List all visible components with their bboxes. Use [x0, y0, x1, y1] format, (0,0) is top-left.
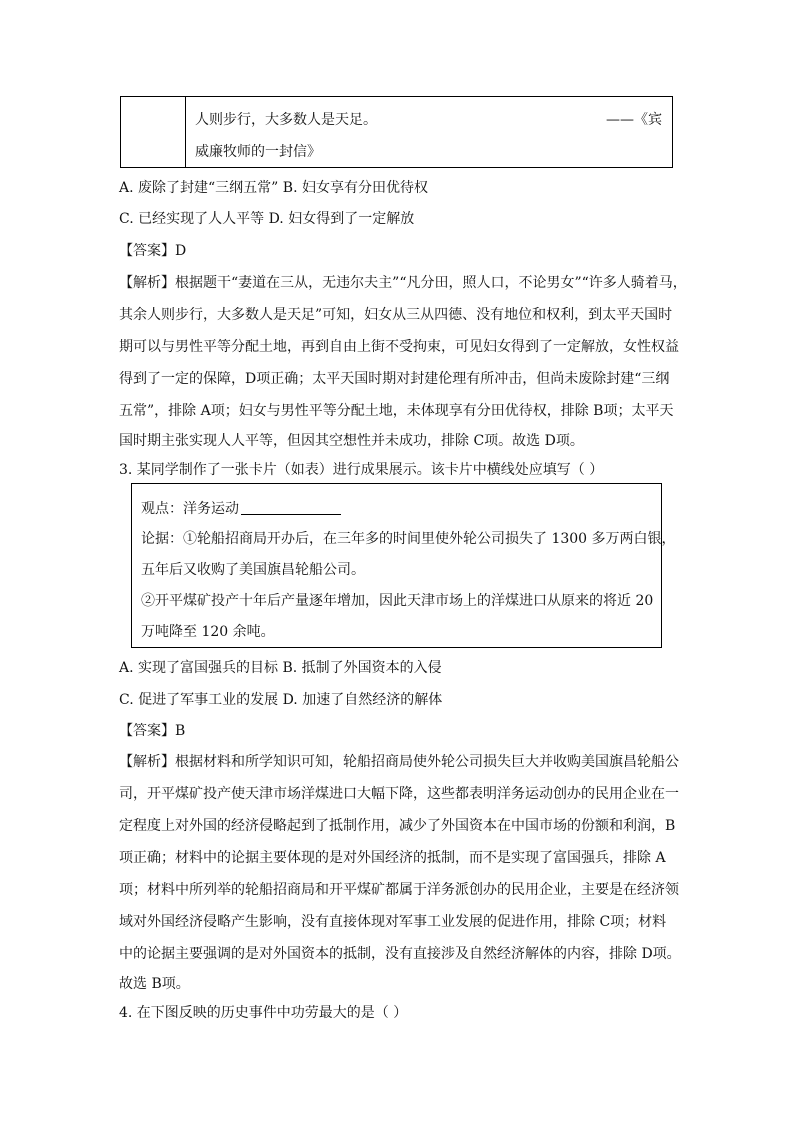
table-row1-source: ——《宾	[606, 112, 662, 128]
q2-options-cd: C. 已经实现了人人平等 D. 妇女得到了一定解放	[119, 211, 415, 227]
card-evidence1b: 五年后又收购了美国旗昌轮船公司。	[141, 562, 365, 578]
q2-analysis-line: 得到了一定的保障，D项正确；太平天国时期对封建伦理有所冲击，但尚未废除封建“三纲	[119, 371, 670, 387]
card-viewpoint-row	[141, 498, 341, 518]
source-table	[120, 96, 673, 168]
q3-stem: 3. 某同学制作了一张卡片（如表）进行成果展示。该卡片中横线处应填写（ ）	[119, 462, 604, 478]
card-viewpoint: 观点：洋务运动	[141, 501, 239, 517]
q3-options-cd: C. 促进了军事工业的发展 D. 加速了自然经济的解体	[119, 692, 443, 708]
q3-analysis-line: 【解析】根据材料和所学知识可知，轮船招商局使外轮公司损失巨大并收购美国旗昌轮船公	[119, 754, 679, 770]
card-evidence1a: 论据：①轮船招商局开办后，在三年多的时间里使外轮公司损失了 1300 多万两白银，	[141, 531, 676, 547]
card-evidence2b: 万吨降至 120 余吨。	[141, 624, 275, 640]
q3-analysis-line: 项；材料中所列举的轮船招商局和开平煤矿都属于洋务派创办的民用企业，主要是在经济领	[119, 882, 679, 898]
q2-analysis-line: 其余人则步行，大多数人是天足”可知，妇女从三从四德、没有地位和权利，到太平天国时	[119, 307, 673, 323]
table-row2-text: 威廉牧师的一封信》	[195, 144, 321, 160]
table-divider	[185, 97, 186, 167]
table-row1-text: 人则步行，大多数人是天足。	[195, 112, 377, 128]
fill-blank	[241, 500, 341, 515]
q3-card	[131, 483, 676, 648]
q3-analysis-line: 司，开平煤矿投产使天津市场洋煤进口大幅下降，这些都表明洋务运动创办的民用企业在一	[119, 786, 679, 802]
q2-analysis-line: 【解析】根据题干“妻道在三从，无违尔夫主”“凡分田，照人口，不论男女”“许多人骑着马，	[119, 275, 687, 291]
q2-analysis-line: 国时期主张实现人人平等，但因其空想性并未成功，排除 C项。故选 D项。	[119, 433, 584, 449]
q3-analysis-line: 定程度上对外国的经济侵略起到了抵制作用，减少了外国资本在中国市场的份额和利润，B	[119, 818, 676, 834]
q3-analysis-line: 域对外国经济侵略产生影响，没有直接体现对军事工业发展的促进作用，排除 C项；材料	[119, 914, 667, 930]
q3-analysis-line: 故选 B项。	[119, 976, 190, 992]
q3-analysis-line: 中的论据主要强调的是对外国资本的抵制，没有直接涉及自然经济解体的内容，排除 D项。	[119, 946, 681, 962]
q3-analysis-line: 项正确；材料中的论据主要体现的是对外国经济的抵制，而不是实现了富国强兵，排除 A	[119, 850, 666, 866]
q3-answer: 【答案】B	[119, 723, 186, 739]
q2-answer: 【答案】D	[119, 243, 187, 259]
q3-options-ab: A. 实现了富国强兵的目标 B. 抵制了外国资本的入侵	[119, 660, 442, 676]
q2-analysis-line: 期可以与男性平等分配土地，再到自由上街不受拘束，可见妇女得到了一定解放，女性权益	[119, 339, 679, 355]
q4-stem: 4. 在下图反映的历史事件中功劳最大的是（ ）	[119, 1005, 408, 1021]
q2-options-ab: A. 废除了封建“三纲五常” B. 妇女享有分田优待权	[119, 180, 428, 196]
q2-analysis-line: 五常”，排除 A项；妇女与男性平等分配土地，未体现享有分田优待权，排除 B项；太平天	[119, 403, 674, 419]
card-evidence2a: ②开平煤矿投产十年后产量逐年增加，因此天津市场上的洋煤进口从原来的将近 20	[141, 593, 654, 609]
